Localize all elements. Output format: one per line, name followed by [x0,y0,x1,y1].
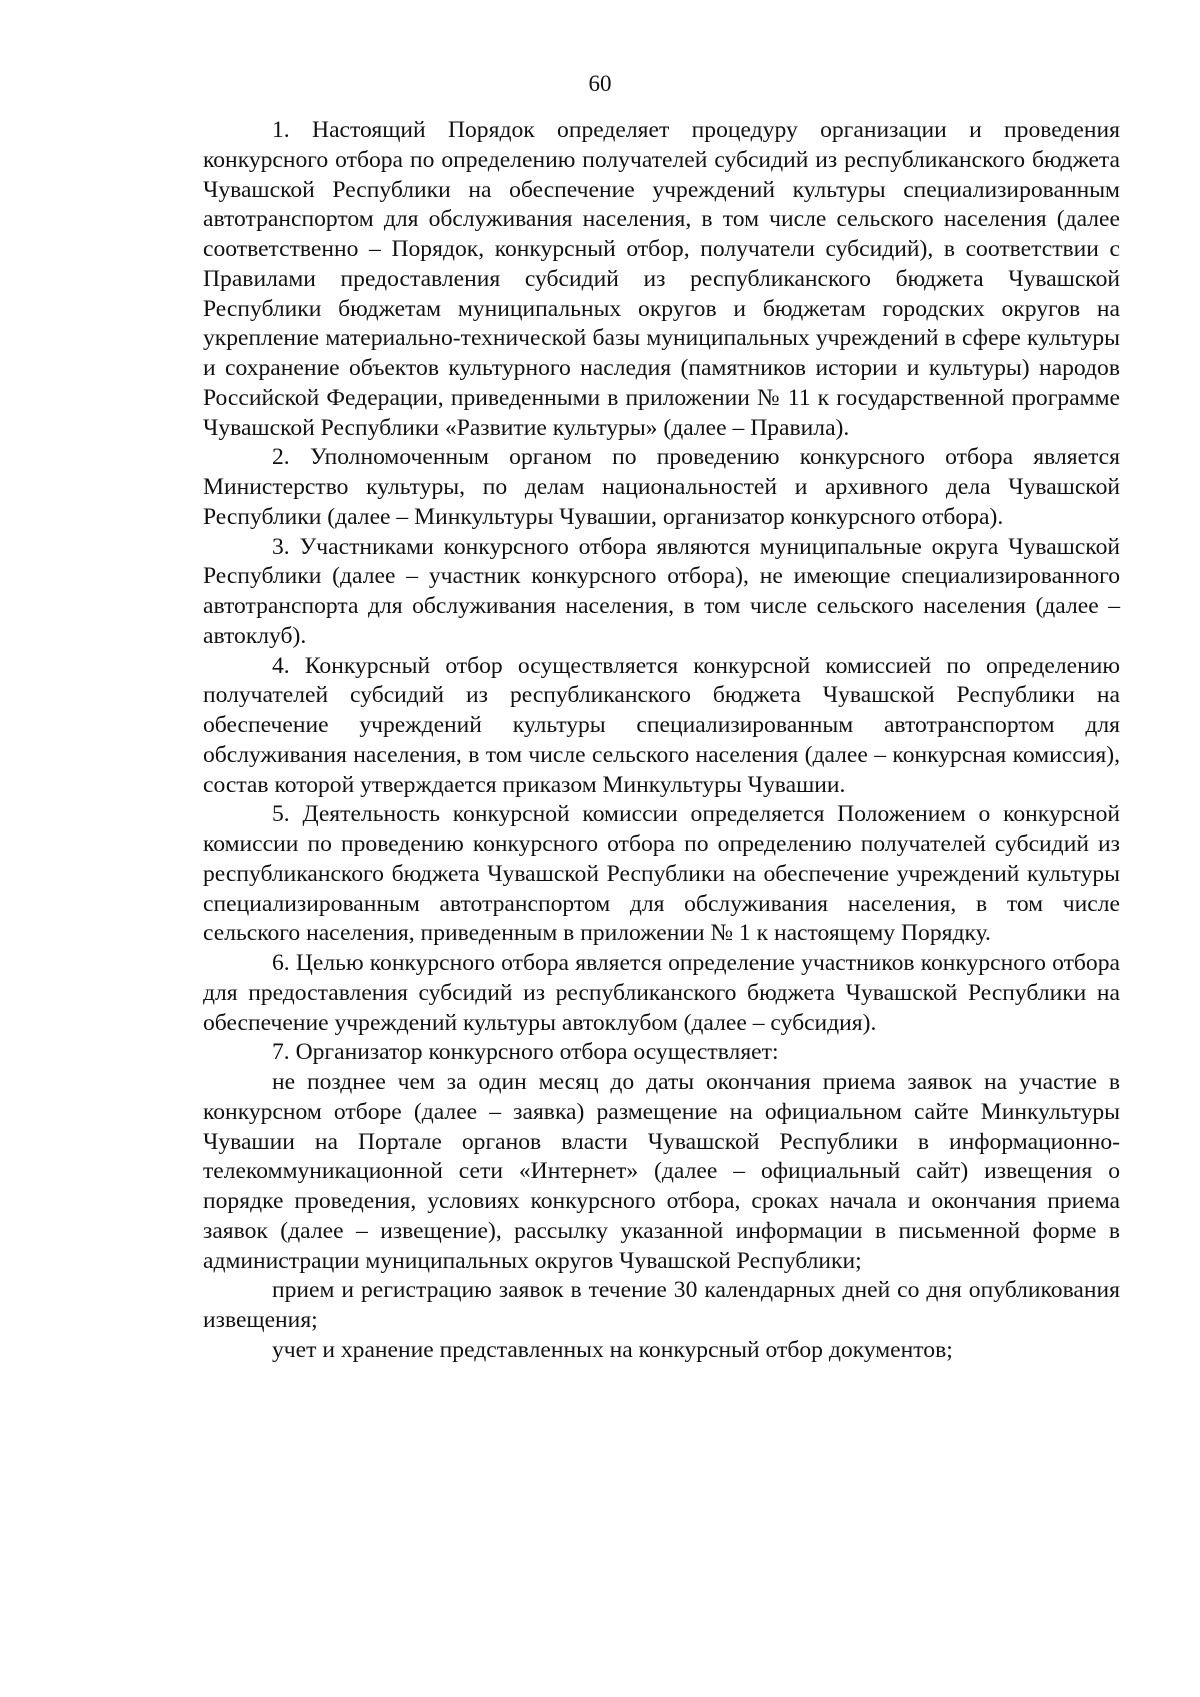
page-number: 60 [588,71,612,96]
paragraph-7-item-registration: прием и регистрацию заявок в течение 30 календарных дней со дня опубликования извещения; [203,1277,1120,1333]
paragraph-7-item-publication: не позднее чем за один месяц до даты окончания приема заявок на участие в конкурсном отборе (далее – заявка) размещение на официальном сайте Минкультуры Чувашии на Портале органов власти Чувашской Республики в информационно-телекоммуникационной сети «Интернет» (далее – официальный сайт) извещения о порядке проведения, условиях конкурсного отбора, сроках начала и окончания приема заявок (далее – извещение), рассылку указанной информации в письменной форме в администрации муниципальных округов Чувашской Республики; [203,1069,1120,1274]
paragraph-6: 6. Целью конкурсного отбора является определение участников конкурсного отбора для предоставления субсидий из республиканского бюджета Чувашской Республики на обеспечение учреждений культуры автоклубом (далее – субсидия). [203,950,1120,1036]
paragraph-4: 4. Конкурсный отбор осуществляется конкурсной комиссией по определению получателей субсидий из республиканского бюджета Чувашской Республики на обеспечение учреждений культуры специализированным автотранспортом для обслуживания населения, в том числе сельского населения (далее – конкурсная комиссия), состав которой утверждается приказом Минкультуры Чувашии. [203,652,1120,798]
paragraph-2: 2. Уполномоченным органом по проведению конкурсного отбора является Министерство культуры, по делам национальностей и архивного дела Чувашской Республики (далее – Минкультуры Чувашии, организатор конкурсного отбора). [203,444,1120,530]
paragraph-3: 3. Участниками конкурсного отбора являются муниципальные округа Чувашской Республики (далее – участник конкурсного отбора), не имеющие специализированного автотранспорта для обслуживания населения, в том числе сельского населения (далее – автоклуб). [203,533,1120,649]
paragraph-7: 7. Организатор конкурсного отбора осуществляет: [272,1039,779,1066]
paragraph-1: 1. Настоящий Порядок определяет процедуру организации и проведения конкурсного отбора по определению получателей субсидий из республиканского бюджета Чувашской Республики на обеспечение учреждений культуры специализированным автотранспортом для обслуживания населения, в том числе сельского населения (далее соответственно – Порядок, конкурсный отбор, получатели субсидий), в соответствии с Правилами предоставления субсидий из республиканского бюджета Чувашской Республики бюджетам муниципальных округов и бюджетам городских округов на укрепление материально-технической базы муниципальных учреждений в сфере культуры и сохранение объектов культурного наследия (памятников истории и культуры) народов Российской Федерации, приведенными в приложении № 11 к государственной программе Чувашской Республики «Развитие культуры» (далее – Правила). [203,117,1120,441]
paragraph-5: 5. Деятельность конкурсной комиссии определяется Положением о конкурсной комиссии по проведению конкурсного отбора по определению получателей субсидий из республиканского бюджета Чувашской Республики на обеспечение учреждений культуры специализированным автотранспортом для обслуживания населения, в том числе сельского населения, приведенным в приложении № 1 к настоящему Порядку. [203,801,1120,947]
document-body [203,116,1120,1366]
paragraph-7-item-storage: учет и хранение представленных на конкурсный отбор документов; [272,1336,953,1363]
